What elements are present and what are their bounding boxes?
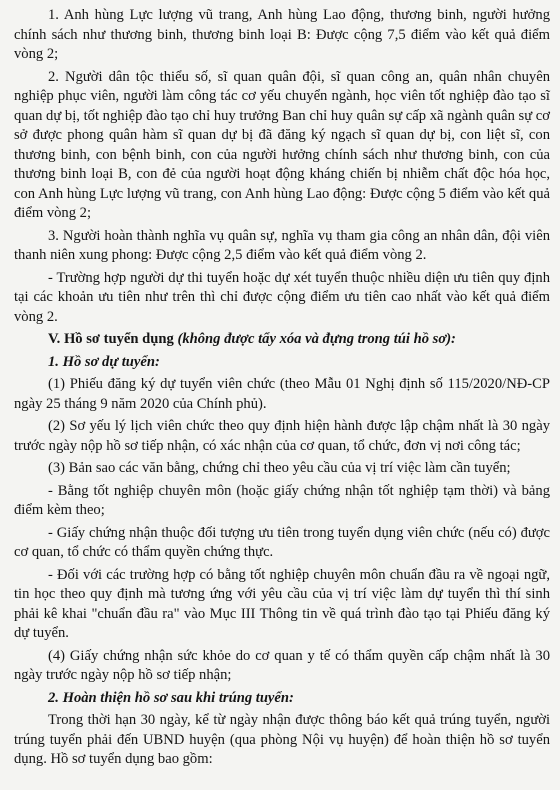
paragraph-item-2: (2) Sơ yếu lý lịch viên chức theo quy định hiện hành được lập chậm nhất là 30 ngày trước ngày nộp hồ sơ tiếp nhận, có xác nhận của cơ quan, tổ chức, đơn vị nơi công tác; [14, 418, 550, 454]
paragraph-completion-deadline: Trong thời hạn 30 ngày, kể từ ngày nhận được thông báo kết quả trúng tuyển, người trúng tuyển phải đến UBND huyện (qua phòng Nội vụ huyện) để hoàn thiện hồ sơ tuyển dụng. Hồ sơ tuyển dụng bao gồm: [14, 712, 550, 767]
section-heading-recruitment-dossier [14, 330, 550, 350]
paragraph-priority-certificate: - Giấy chứng nhận thuộc đối tượng ưu tiên trong tuyển dụng viên chức (nếu có) được cơ quan, tổ chức có thẩm quyền chứng thực. [14, 524, 550, 560]
paragraph-priority-2: 2. Người dân tộc thiểu số, sĩ quan quân đội, sĩ quan công an, quân nhân chuyên nghiệp phục viên, người làm công tác cơ yếu chuyển ngành, học viên tốt nghiệp đào tạo sĩ quan dự bị, tốt nghiệp đào tạo chỉ huy trưởng Ban chỉ huy quân sự cấp xã ngành quân sự cơ sở được phong quân hàm sĩ quan dự bị đã đăng ký ngạch sĩ quan dự bị, con liệt sĩ, con thương binh, con bệnh binh, con của người hưởng chính sách như thương binh, con của thương binh loại B, con đẻ của người hoạt động kháng chiến bị nhiễm chất độc hóa học, con Anh hùng Lực lượng vũ trang, con Anh hùng Lao động: Được cộng 5 điểm vào kết quả điểm vòng 2; [14, 68, 550, 221]
section-heading-title: V. Hồ sơ tuyển dụng [48, 331, 178, 347]
paragraph-priority-3: 3. Người hoàn thành nghĩa vụ quân sự, nghĩa vụ tham gia công an nhân dân, đội viên thanh niên xung phong: Được cộng 2,5 điểm vào kết quả điểm vòng 2. [14, 227, 550, 263]
subheading-complete-dossier: 2. Hoàn thiện hồ sơ sau khi trúng tuyển: [48, 689, 294, 706]
paragraph-priority-1: 1. Anh hùng Lực lượng vũ trang, Anh hùng Lao động, thương binh, người hưởng chính sách như thương binh, thương binh loại B: Được cộng 7,5 điểm vào kết quả điểm vòng 2; [14, 7, 550, 62]
subheading-application-dossier: 1. Hồ sơ dự tuyển: [48, 353, 160, 370]
paragraph-diploma: - Bằng tốt nghiệp chuyên môn (hoặc giấy chứng nhận tốt nghiệp tạm thời) và bảng điểm kèm theo; [14, 482, 550, 518]
paragraph-output-standard: - Đối với các trường hợp có bằng tốt nghiệp chuyên môn chuẩn đầu ra về ngoại ngữ, tin học theo quy định mà tương ứng với yêu cầu của vị trí việc làm dự tuyển thì thí sinh phải kê khai "chuẩn đầu ra" vào Mục III Thông tin về quá trình đào tạo tại Phiếu đăng ký dự tuyển. [14, 566, 550, 641]
paragraph-item-4: (4) Giấy chứng nhận sức khỏe do cơ quan y tế có thẩm quyền cấp chậm nhất là 30 ngày trước ngày nộp hồ sơ tiếp nhận; [14, 647, 550, 683]
paragraph-item-1: (1) Phiếu đăng ký dự tuyển viên chức (theo Mẫu 01 Nghị định số 115/2020/NĐ-CP ngày 25 tháng 9 năm 2020 của Chính phủ). [14, 376, 550, 412]
paragraph-item-3: (3) Bản sao các văn bằng, chứng chỉ theo yêu cầu của vị trí việc làm cần tuyển; [48, 460, 511, 476]
paragraph-multiple-priority-note: - Trường hợp người dự thi tuyển hoặc dự xét tuyển thuộc nhiều diện ưu tiên quy định tại các khoản ưu tiên như trên thì chỉ được cộng điểm ưu tiên cao nhất vào kết quả điểm vòng 2. [14, 269, 550, 325]
section-heading-note: (không được tẩy xóa và đựng trong túi hồ sơ): [177, 331, 456, 347]
